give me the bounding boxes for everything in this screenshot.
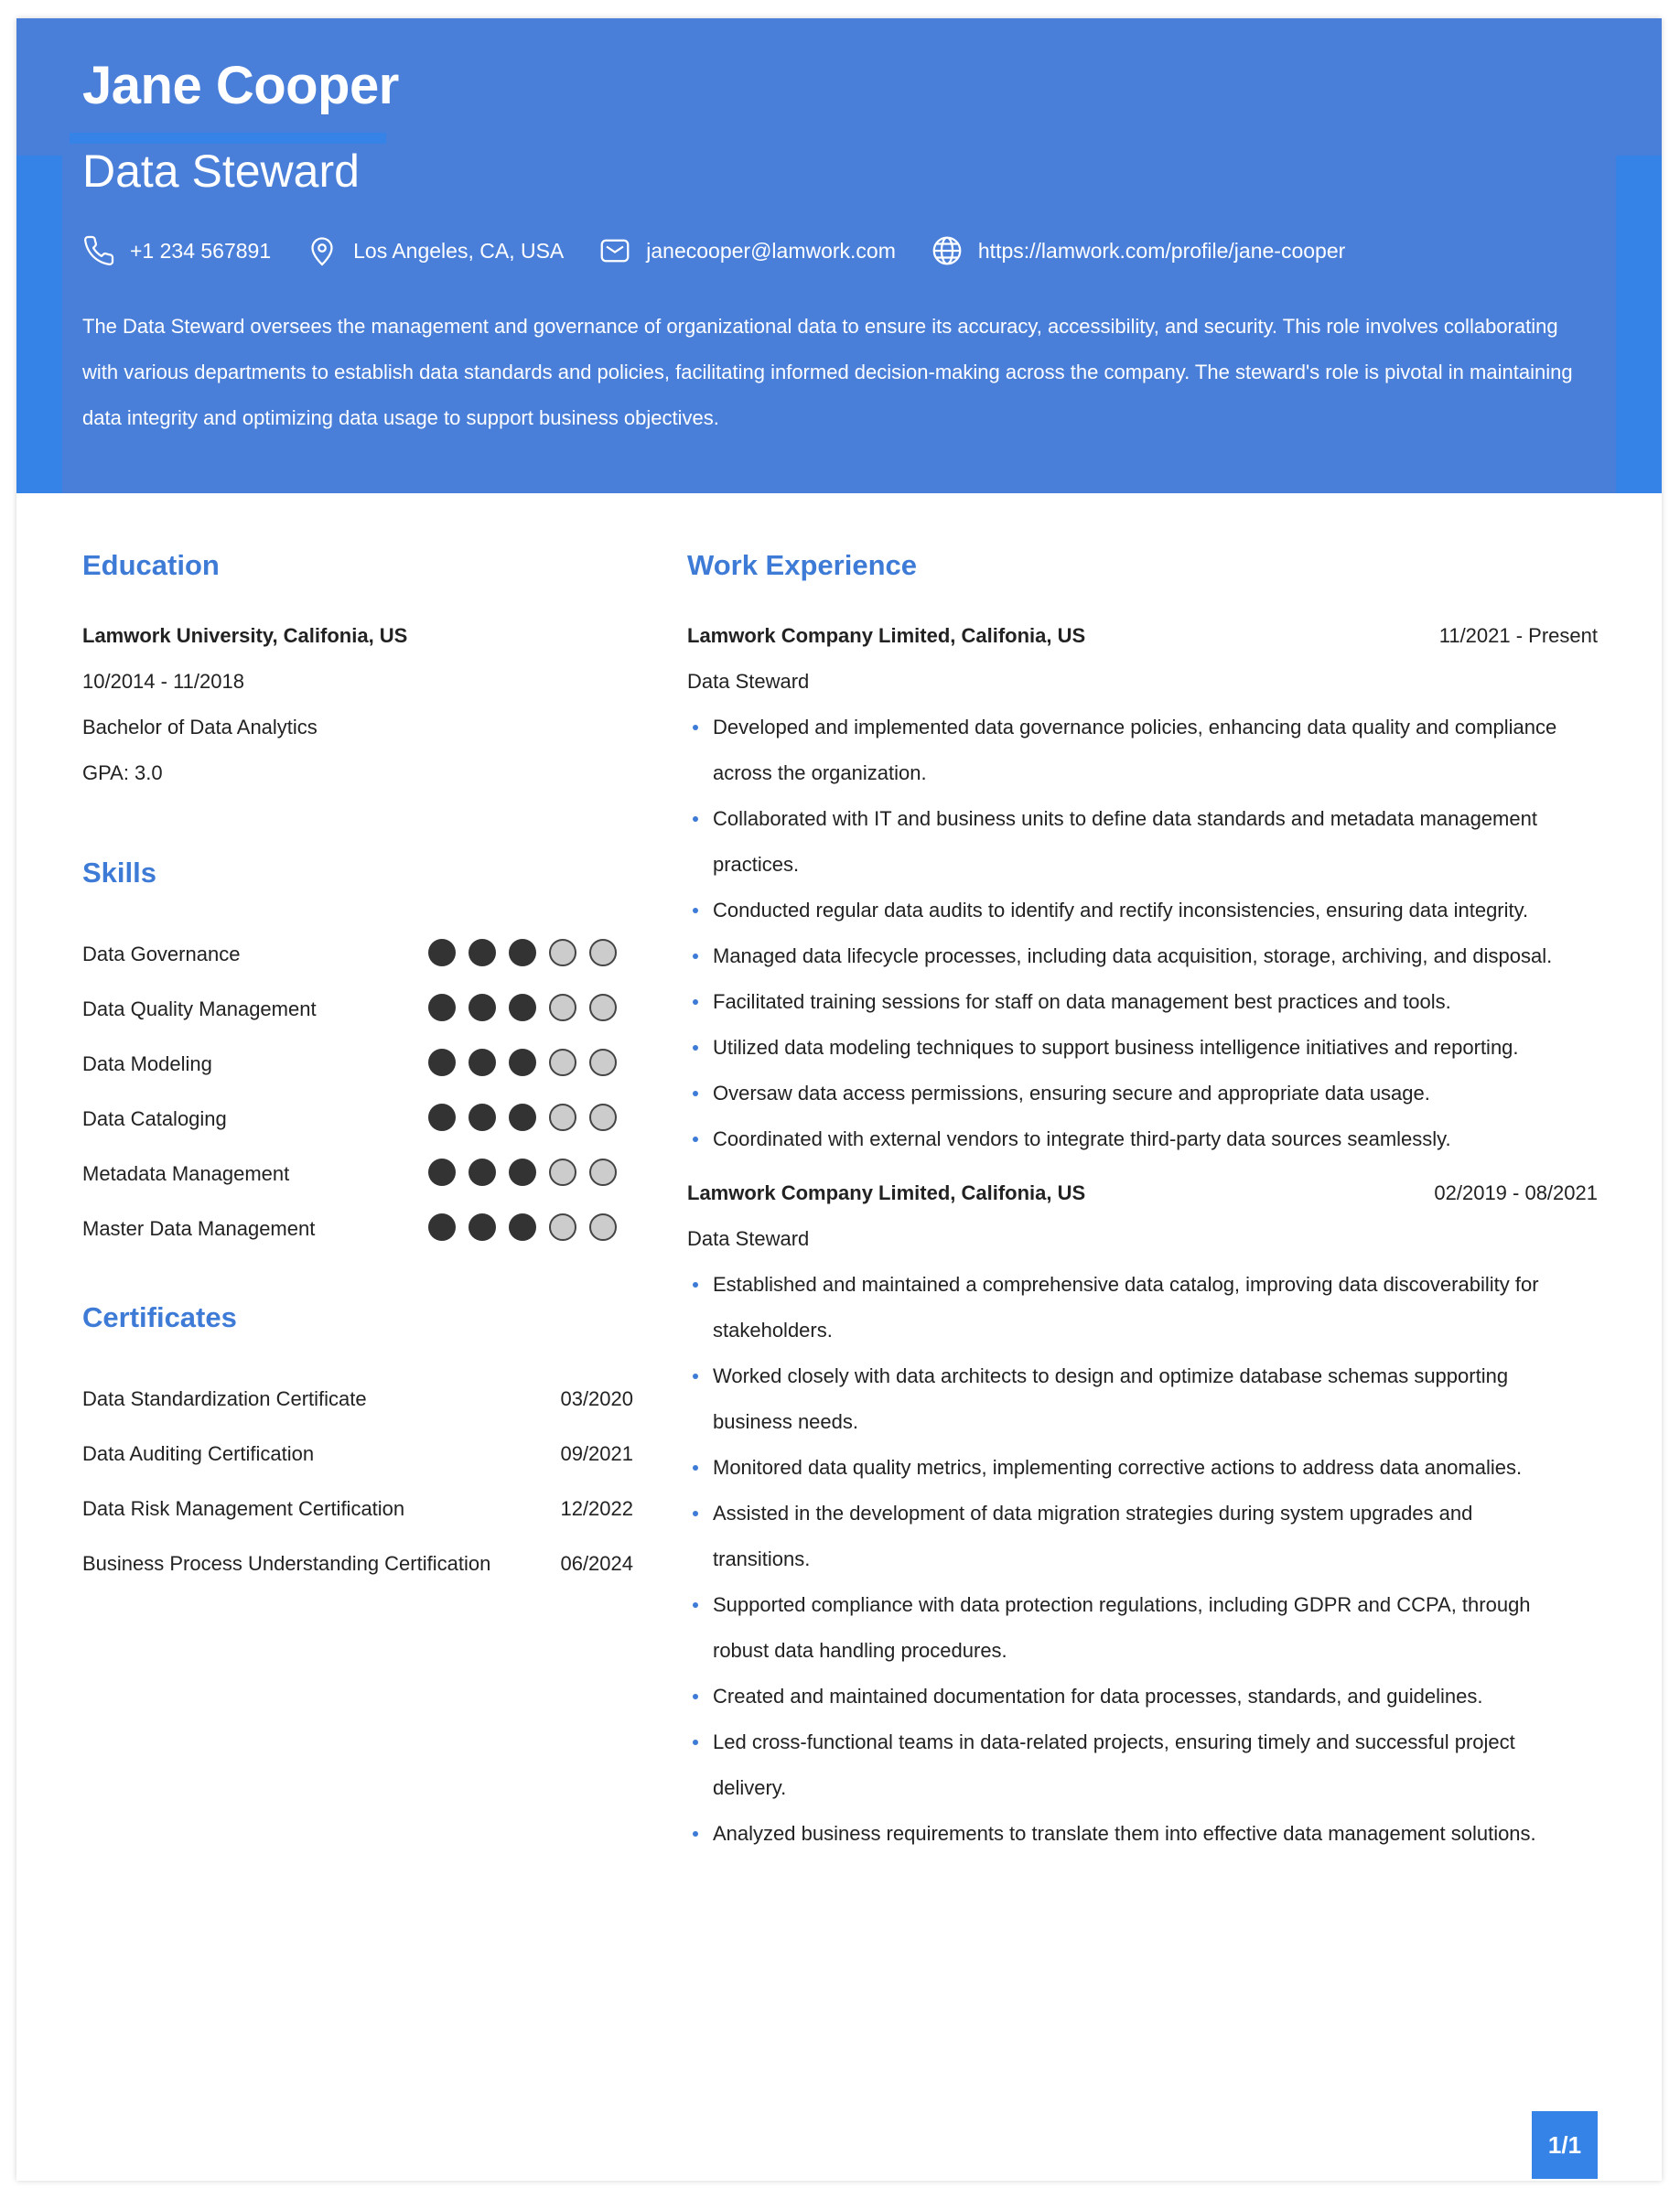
- job-dates: 02/2019 - 08/2021: [1434, 1181, 1598, 1204]
- rating-dot-filled: [509, 1049, 536, 1076]
- education-heading: Education: [82, 549, 220, 581]
- name-underline: [70, 133, 386, 144]
- certificate-name: Data Risk Management Certification: [82, 1497, 405, 1520]
- job-bullet: Led cross-functional teams in data-related projects, ensuring timely and successful project delivery.: [687, 1719, 1566, 1811]
- education-gpa: GPA: 3.0: [82, 761, 163, 784]
- job-bullet: Assisted in the development of data migration strategies during system upgrades and transitions.: [687, 1491, 1566, 1582]
- rating-dot-filled: [428, 994, 456, 1021]
- rating-dot-filled: [468, 1213, 496, 1241]
- rating-dot-filled: [428, 1049, 456, 1076]
- header-banner: [16, 18, 1662, 493]
- job-bullet: Managed data lifecycle processes, including data acquisition, storage, archiving, and disposal.: [687, 933, 1566, 979]
- certificate-name: Business Process Understanding Certification: [82, 1552, 491, 1575]
- rating-dot-empty: [589, 1049, 617, 1076]
- skill-name: Data Modeling: [82, 1052, 212, 1075]
- location-pin-icon: [306, 234, 339, 267]
- job-bullet: Supported compliance with data protection regulations, including GDPR and CCPA, through robust data handling procedures.: [687, 1582, 1566, 1674]
- skill-name: Data Cataloging: [82, 1107, 227, 1130]
- certificate-name: Data Auditing Certification: [82, 1442, 315, 1465]
- page-number-badge: 1/1: [1532, 2111, 1598, 2179]
- certificate-name: Data Standardization Certificate: [82, 1387, 367, 1410]
- contact-website[interactable]: [931, 234, 1345, 267]
- skill-name: Master Data Management: [82, 1217, 316, 1240]
- contact-phone[interactable]: [82, 234, 271, 267]
- job-bullet: Collaborated with IT and business units to define data standards and metadata management practices.: [687, 796, 1566, 888]
- job-bullet: Coordinated with external vendors to integrate third-party data sources seamlessly.: [687, 1116, 1566, 1162]
- rating-dot-filled: [428, 1213, 456, 1241]
- skill-name: Metadata Management: [82, 1162, 290, 1185]
- rating-dot-filled: [468, 939, 496, 966]
- phone-text: +1 234 567891: [130, 238, 272, 263]
- job-bullet: Monitored data quality metrics, implementing corrective actions to address data anomalies.: [687, 1445, 1566, 1491]
- rating-dot-filled: [428, 1159, 456, 1186]
- education-school: Lamwork University, Califonia, US: [82, 624, 408, 647]
- mail-icon: [598, 234, 631, 267]
- job-bullet: Utilized data modeling techniques to support business intelligence initiatives and reporting.: [687, 1025, 1566, 1071]
- rating-dot-filled: [509, 1159, 536, 1186]
- experience-heading: Work Experience: [687, 549, 917, 581]
- rating-dot-filled: [509, 1104, 536, 1131]
- skill-rating: [428, 1213, 630, 1241]
- rating-dot-empty: [589, 1213, 617, 1241]
- skill-rating: [428, 1049, 630, 1076]
- job-bullet: Developed and implemented data governance policies, enhancing data quality and compliance across the organization.: [687, 705, 1566, 796]
- rating-dot-empty: [549, 1049, 576, 1076]
- job-bullets: [687, 705, 1566, 1162]
- rating-dot-filled: [509, 994, 536, 1021]
- skill-name: Data Governance: [82, 943, 241, 965]
- location-text: Los Angeles, CA, USA: [353, 238, 565, 263]
- skill-rating: [428, 1159, 630, 1186]
- certificate-date: 12/2022: [560, 1497, 633, 1520]
- job-role: Data Steward: [687, 670, 810, 693]
- job-company: Lamwork Company Limited, Califonia, US: [687, 1181, 1086, 1204]
- rating-dot-filled: [428, 1104, 456, 1131]
- skill-rating: [428, 1104, 630, 1131]
- rating-dot-empty: [549, 1213, 576, 1241]
- rating-dot-empty: [549, 1104, 576, 1131]
- skill-rating: [428, 939, 630, 966]
- education-degree: Bachelor of Data Analytics: [82, 716, 318, 738]
- job-dates: 11/2021 - Present: [1438, 624, 1598, 647]
- header-accent-left: [16, 156, 62, 493]
- job-bullet: Created and maintained documentation for data processes, standards, and guidelines.: [687, 1674, 1566, 1719]
- skill-rating: [428, 994, 630, 1021]
- skill-name: Data Quality Management: [82, 997, 317, 1020]
- job-bullets: [687, 1262, 1566, 1857]
- contact-email[interactable]: [598, 234, 896, 267]
- phone-icon: [82, 234, 115, 267]
- certificate-date: 03/2020: [560, 1387, 633, 1410]
- rating-dot-filled: [509, 939, 536, 966]
- rating-dot-filled: [509, 1213, 536, 1241]
- resume-page: [16, 18, 1662, 2181]
- contact-location: [306, 234, 564, 267]
- job-bullet: Established and maintained a comprehensive data catalog, improving data discoverability for stakeholders.: [687, 1262, 1566, 1353]
- certificate-date: 06/2024: [560, 1552, 633, 1575]
- job-bullet: Facilitated training sessions for staff on data management best practices and tools.: [687, 979, 1566, 1025]
- job-bullet: Oversaw data access permissions, ensuring secure and appropriate data usage.: [687, 1071, 1566, 1116]
- rating-dot-filled: [468, 1049, 496, 1076]
- education-dates: 10/2014 - 11/2018: [82, 670, 244, 693]
- contact-row: [82, 231, 1380, 271]
- rating-dot-empty: [589, 1104, 617, 1131]
- rating-dot-filled: [468, 1159, 496, 1186]
- rating-dot-empty: [589, 1159, 617, 1186]
- website-text: https://lamwork.com/profile/jane-cooper: [977, 238, 1346, 263]
- rating-dot-filled: [468, 1104, 496, 1131]
- rating-dot-empty: [589, 994, 617, 1021]
- job-bullet: Analyzed business requirements to translate them into effective data management solutions.: [687, 1811, 1566, 1857]
- candidate-name: Jane Cooper: [82, 56, 399, 115]
- rating-dot-filled: [468, 994, 496, 1021]
- rating-dot-empty: [549, 939, 576, 966]
- job-role: Data Steward: [687, 1227, 810, 1250]
- rating-dot-empty: [589, 939, 617, 966]
- job-bullet: Conducted regular data audits to identify and rectify inconsistencies, ensuring data integrity.: [687, 888, 1566, 933]
- header-accent-right: [1616, 156, 1662, 493]
- certificate-date: 09/2021: [560, 1442, 633, 1465]
- certificates-heading: Certificates: [82, 1301, 237, 1333]
- profile-summary: The Data Steward oversees the management and governance of organizational data to ensure its accuracy, accessibility, and security. This role involves collaborating with various departments to establish data standards and policies, facilitating informed decision-making across the company. The steward's role is pivotal in maintaining data integrity and optimizing data usage to support business objectives.: [82, 315, 1573, 429]
- globe-icon: [931, 234, 964, 267]
- skills-heading: Skills: [82, 857, 156, 889]
- rating-dot-empty: [549, 1159, 576, 1186]
- job-title: Data Steward: [82, 146, 360, 197]
- rating-dot-filled: [428, 939, 456, 966]
- job-bullet: Worked closely with data architects to design and optimize database schemas supporting business needs.: [687, 1353, 1566, 1445]
- email-text: janecooper@lamwork.com: [646, 238, 896, 263]
- rating-dot-empty: [549, 994, 576, 1021]
- job-company: Lamwork Company Limited, Califonia, US: [687, 624, 1086, 647]
